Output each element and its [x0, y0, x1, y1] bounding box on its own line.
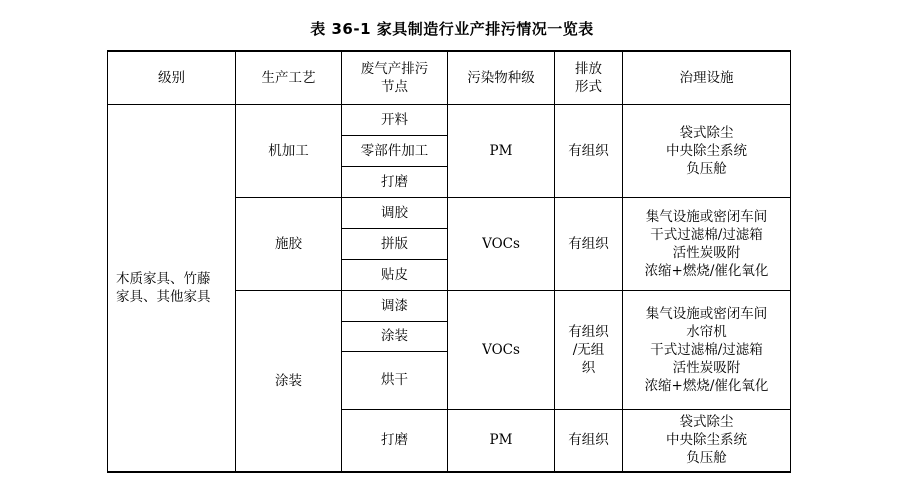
header-node: 废气产排污 节点: [342, 51, 448, 104]
table-title: 表 36-1 家具制造行业产排污情况一览表: [310, 20, 594, 38]
emission-gluing: 有组织: [555, 197, 623, 290]
pollutant-gluing: VOCs: [448, 197, 555, 290]
header-emission: 排放 形式: [555, 51, 623, 104]
facility-coating-pm: 袋式除尘 中央除尘系统 负压舱: [623, 409, 791, 472]
header-process: 生产工艺: [236, 51, 342, 104]
node-cell: 烘干: [342, 351, 448, 409]
process-gluing: 施胶: [236, 197, 342, 290]
pollutant-coating: VOCs: [448, 290, 555, 409]
node-cell: 拼版: [342, 228, 448, 259]
pollution-table: [107, 50, 791, 473]
process-machining: 机加工: [236, 104, 342, 197]
node-cell: 调漆: [342, 290, 448, 321]
node-cell: 打磨: [342, 166, 448, 197]
node-cell: 贴皮: [342, 259, 448, 290]
pollutant-coating-pm: PM: [448, 409, 555, 472]
emission-machining: 有组织: [555, 104, 623, 197]
header-pollutant: 污染物种级: [448, 51, 555, 104]
node-cell: 零部件加工: [342, 135, 448, 166]
node-cell: 涂装: [342, 321, 448, 351]
emission-coating-pm: 有组织: [555, 409, 623, 472]
facility-gluing: 集气设施或密闭车间 干式过滤棉/过滤箱 活性炭吸附 浓缩+燃烧/催化氧化: [623, 197, 791, 290]
header-facility: 治理设施: [623, 51, 791, 104]
facility-machining: 袋式除尘 中央除尘系统 负压舱: [623, 104, 791, 197]
emission-coating: 有组织 /无组 织: [555, 290, 623, 409]
facility-coating: 集气设施或密闭车间 水帘机 干式过滤棉/过滤箱 活性炭吸附 浓缩+燃烧/催化氧化: [623, 290, 791, 409]
node-cell: 打磨: [342, 409, 448, 472]
grade-cell: 木质家具、竹藤 家具、其他家具: [108, 104, 236, 472]
node-cell: 开料: [342, 104, 448, 135]
pollutant-machining: PM: [448, 104, 555, 197]
header-grade: 级别: [108, 51, 236, 104]
table-row: [108, 104, 791, 135]
header-row: [108, 51, 791, 104]
process-coating: 涂装: [236, 290, 342, 472]
node-cell: 调胶: [342, 197, 448, 228]
